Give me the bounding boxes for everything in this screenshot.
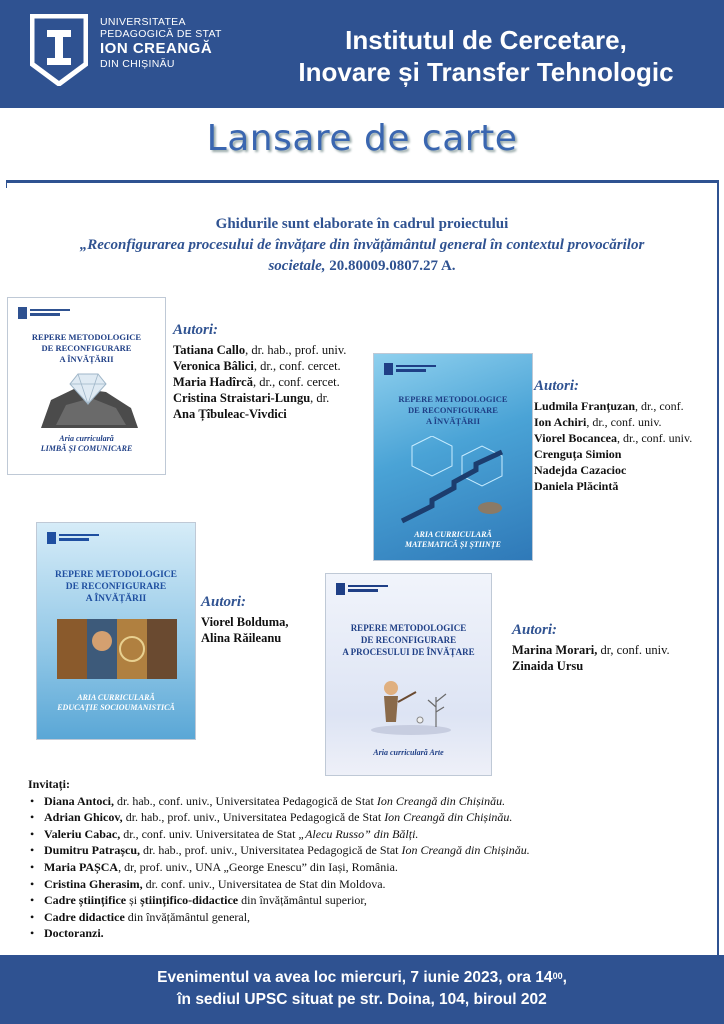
book-area (37, 693, 195, 713)
author-name: Ana Țîbuleac-Vivdici (173, 407, 287, 421)
university-logo-icon (30, 14, 88, 86)
book-area-line: ARIA CURRICULARĂ (77, 693, 155, 702)
event-line (0, 967, 724, 989)
event-time-superscript: 00 (552, 971, 563, 981)
university-line: DIN CHIȘINĂU (100, 58, 175, 70)
author-entry (534, 462, 692, 478)
book-title-line: A PROCESULUI DE ÎNVĂȚARE (342, 647, 475, 657)
project-line: „Reconfigurarea procesului de învățare din învățământul general în contextul provocărilor (79, 237, 645, 253)
author-entry (173, 406, 346, 422)
invited-heading: Invitați: (28, 777, 70, 791)
author-name: Ion Achiri (534, 415, 587, 429)
list-item (28, 859, 708, 876)
author-title: , dr., conf. univ. (616, 431, 693, 445)
book-cover (7, 297, 166, 475)
book-cover (36, 522, 196, 740)
book-area-line: Aria curriculară Arte (373, 748, 444, 757)
book-area (8, 434, 165, 454)
event-date: Evenimentul va avea loc miercuri, 7 iunie 2023, ora 14 (157, 969, 553, 986)
book-title-line: DE RECONFIGURARE (41, 343, 132, 353)
university-logo-icon (18, 306, 88, 320)
university-line: UNIVERSITATEA (100, 16, 186, 28)
authors-heading: Autori: (201, 594, 247, 610)
list-item (28, 909, 708, 926)
painting-image (366, 672, 456, 736)
divider (6, 180, 718, 183)
invitee-institution: „Alecu Russo” din Bălți. (298, 826, 419, 841)
book-area-line: Aria curriculară (59, 434, 114, 443)
university-line: ION CREANGĂ (100, 40, 213, 57)
collage-image (57, 619, 177, 679)
author-entry (201, 630, 289, 646)
book-title-line: REPERE METODOLOGICE (54, 570, 178, 580)
author-entry (512, 658, 670, 674)
invited-list (28, 793, 708, 942)
author-name: Veronica Bâlici (173, 359, 254, 373)
author-entry (512, 642, 670, 658)
book-title-line: A ÎNVĂȚĂRII (425, 416, 481, 426)
list-item (28, 925, 708, 942)
project-description (20, 214, 704, 277)
institute-title (266, 24, 706, 88)
university-logo-icon (384, 362, 454, 376)
invitee-name: Valeriu Cabac, (44, 826, 121, 841)
invitee-institution: Ion Creangă din Chișinău. (384, 810, 513, 825)
event-punct: , (562, 969, 567, 986)
author-entry (534, 446, 692, 462)
author-title: , dr., conf. univ. (586, 415, 662, 429)
author-entry (534, 430, 692, 446)
invitee-name: Maria PAȘCA (44, 859, 119, 874)
stairs-image (392, 436, 520, 526)
invitee-institution: Ion Creangă din Chișinău. (401, 843, 530, 858)
invitee-details: dr. hab., conf. univ., Universitatea Pedagogică de Stat (114, 793, 377, 808)
book-cover (373, 353, 533, 561)
author-entry (173, 358, 346, 374)
invitee-name: Cadre științifice (44, 893, 127, 908)
event-location: în sediul UPSC situat pe str. Doina, 104, biroul 202 (177, 991, 547, 1008)
invitee-details: dr., conf. univ. Universitatea de Stat (120, 826, 299, 841)
author-entry (201, 614, 289, 630)
invitee-details: dr. conf. univ., Universitatea de Stat din Moldova. (142, 876, 386, 891)
invitee-details: dr. hab., prof. univ., Universitatea Pedagogică de Stat (140, 843, 402, 858)
institute-title-line: Inovare și Transfer Tehnologic (298, 57, 674, 87)
author-name: Nadejda Cazacioc (534, 463, 627, 477)
list-item (28, 876, 708, 893)
author-name: Daniela Plăcintă (534, 479, 619, 493)
invitee-name: științifico-didactice (140, 893, 239, 908)
invitee-name: Cristina Gherasim, (44, 876, 143, 891)
author-name: Viorel Bolduma, (201, 615, 289, 629)
book-area (326, 748, 491, 758)
project-line: Ghidurile sunt elaborate în cadrul proiectului (215, 216, 509, 232)
invitee-institution: Ion Creangă din Chișinău. (376, 793, 506, 808)
book-area-line: MATEMATICĂ ȘI ȘTIINȚE (404, 540, 502, 549)
university-line: PEDAGOGICĂ DE STAT (100, 28, 222, 40)
author-name: Crenguța Simion (534, 447, 622, 461)
author-entry (173, 374, 346, 390)
invitee-details: dr. hab., prof. univ., Universitatea Pedagogică de Stat (122, 810, 385, 825)
project-line (20, 256, 704, 277)
invitee-name: Cadre didactice (44, 909, 125, 924)
book-title-line: A ÎNVĂȚĂRII (59, 354, 114, 364)
invitee-details: , dr, prof. univ., UNA „George Enescu” din Iași, România. (118, 859, 398, 874)
university-logo-icon (47, 531, 117, 545)
author-entry (534, 398, 692, 414)
diamond-rock-image (36, 370, 141, 430)
project-code: 20.80009.0807.27 A. (325, 258, 456, 274)
book-title (8, 332, 165, 365)
book-cover (325, 573, 492, 776)
invitee-details: din învățământul superior, (238, 893, 367, 908)
book-area-line: LIMBĂ ȘI COMUNICARE (40, 444, 133, 453)
author-name: Tatiana Callo (173, 343, 246, 357)
invitee-name: Doctoranzi. (44, 926, 104, 941)
institute-title-line: Institutul de Cercetare, (345, 25, 627, 55)
book-title-line: A ÎNVĂȚĂRII (85, 594, 147, 604)
launch-title: Lansare de carte (206, 118, 518, 159)
university-logo-icon (336, 582, 406, 596)
author-list (173, 320, 346, 422)
author-entry (173, 390, 346, 406)
book-title-line: DE RECONFIGURARE (408, 405, 498, 415)
project-line-italic: societale, (268, 258, 326, 274)
list-item (28, 842, 708, 859)
authors-heading: Autori: (534, 378, 580, 394)
authors-heading: Autori: (512, 622, 558, 638)
author-name: Cristina Straistari-Lungu (173, 391, 311, 405)
invitee-name: Adrian Ghicov, (44, 810, 123, 825)
book-area-line: EDUCAȚIE SOCIOUMANISTICĂ (57, 703, 175, 712)
author-entry (173, 342, 346, 358)
divider (717, 180, 719, 960)
book-title (374, 394, 532, 427)
author-entry (534, 414, 692, 430)
authors-heading: Autori: (173, 322, 219, 338)
author-name: Zinaida Ursu (512, 659, 584, 673)
author-title: , dr., conf. cercet. (252, 375, 340, 389)
book-title-line: DE RECONFIGURARE (65, 582, 167, 592)
book-title-line: REPERE METODOLOGICE (350, 623, 467, 633)
book-title (326, 622, 491, 658)
author-name: Maria Hadîrcă (173, 375, 253, 389)
author-list (534, 376, 692, 494)
event-footer (0, 955, 724, 1024)
university-name (100, 16, 222, 70)
list-item (28, 826, 708, 843)
book-title (37, 569, 195, 605)
book-area (374, 530, 532, 550)
author-title: dr, conf. univ. (597, 643, 670, 657)
author-list (201, 592, 289, 646)
invitee-details: din învățământul general, (124, 909, 251, 924)
list-item (28, 892, 708, 909)
divider (6, 180, 7, 188)
book-title-line: REPERE METODOLOGICE (31, 332, 142, 342)
invitee-name: Dumitru Patrașcu, (44, 843, 140, 858)
list-item (28, 809, 708, 826)
invited-section (28, 776, 708, 942)
book-title-line: DE RECONFIGURARE (360, 635, 457, 645)
invitee-name: Diana Antoci, (44, 793, 115, 808)
author-title: , dr. (310, 391, 330, 405)
author-title: , dr., conf. (635, 399, 684, 413)
author-title: , dr. hab., prof. univ. (245, 343, 347, 357)
author-name: Viorel Bocancea (534, 431, 617, 445)
author-title: , dr., conf. cercet. (253, 359, 341, 373)
author-name: Marina Morari, (512, 643, 598, 657)
author-list (512, 620, 670, 674)
author-entry (534, 478, 692, 494)
book-area-line: ARIA CURRICULARĂ (414, 530, 492, 539)
author-name: Alina Răileanu (201, 631, 282, 645)
author-name: Ludmila Franțuzan (534, 399, 636, 413)
invitee-details: și (126, 893, 141, 908)
header-banner (0, 0, 724, 108)
book-title-line: REPERE METODOLOGICE (398, 394, 508, 404)
list-item (28, 793, 708, 810)
